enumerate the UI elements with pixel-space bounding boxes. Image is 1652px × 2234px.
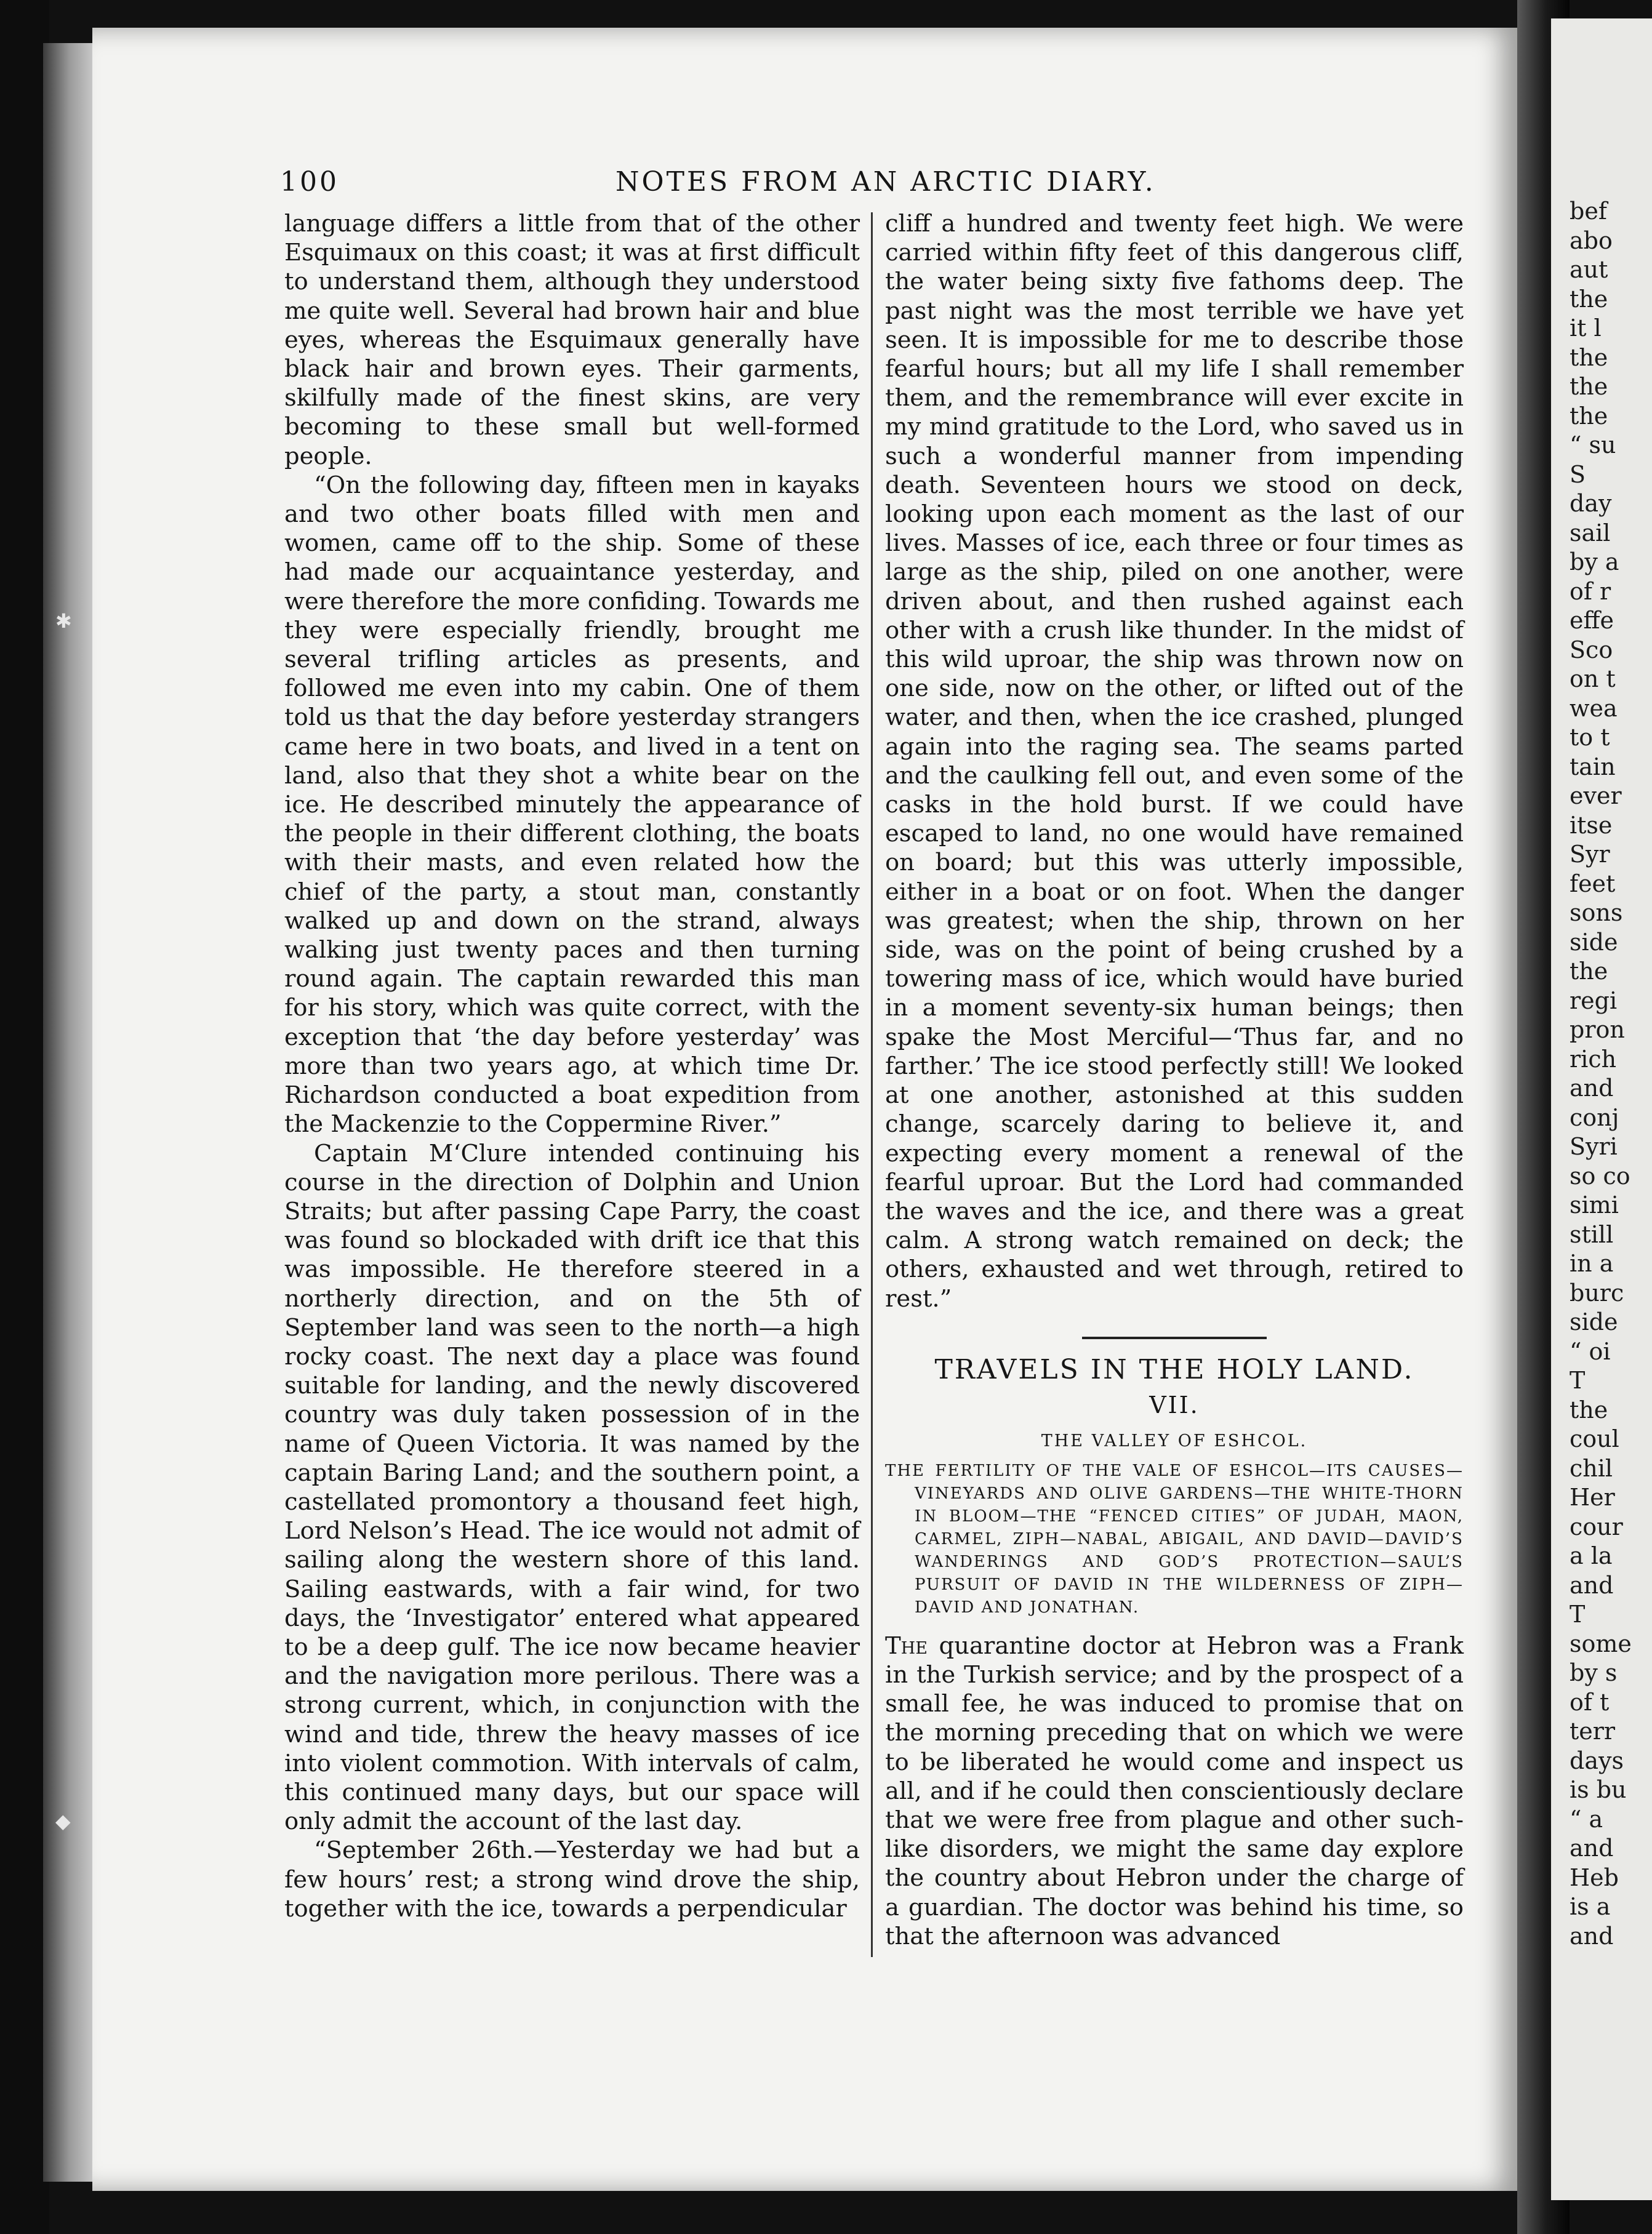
adjacent-text-fragment: “ oi: [1570, 1337, 1611, 1365]
adjacent-text-fragment: tain: [1570, 753, 1616, 780]
scan-background: [0, 0, 49, 2234]
section-divider: [1082, 1337, 1267, 1339]
adjacent-text-fragment: “ su: [1570, 431, 1616, 458]
adjacent-text-fragment: Her: [1570, 1484, 1615, 1511]
section-number: VII.: [1149, 1391, 1200, 1419]
adjacent-text-fragment: bef: [1570, 198, 1607, 225]
adjacent-text-fragment: wea: [1570, 694, 1618, 722]
adjacent-text-fragment: itse: [1570, 811, 1613, 839]
adjacent-text-fragment: terr: [1570, 1718, 1616, 1745]
adjacent-text-fragment: is bu: [1570, 1776, 1627, 1803]
adjacent-text-fragment: cour: [1570, 1513, 1623, 1540]
adjacent-text-fragment: effe: [1570, 607, 1614, 634]
adjacent-page-fragment: [1551, 18, 1652, 2200]
adjacent-text-fragment: the: [1570, 958, 1608, 985]
adjacent-text-fragment: coul: [1570, 1425, 1619, 1452]
adjacent-text-fragment: it l: [1570, 314, 1602, 342]
paragraph: “September 26th.—Yesterday we had but a few hours’ rest; a strong wind drove the ship, together with the ice, towards a perpendicular: [284, 1836, 860, 1923]
adjacent-text-fragment: to t: [1570, 724, 1610, 751]
paragraph: language differs a little from that of the other Esquimaux on this coast; it was at first difficult to understand them, although they understood me quite well. Several had brown hair and blue eyes, whereas the Esquimaux generally have black hair and brown eyes. Their garments, skilfully made of the finest skins, are very becoming to these small but well-formed people.: [284, 210, 860, 470]
adjacent-text-fragment: conj: [1570, 1103, 1619, 1131]
adjacent-text-fragment: Heb: [1570, 1864, 1619, 1891]
adjacent-text-fragment: Syri: [1570, 1133, 1618, 1160]
adjacent-text-fragment: T: [1570, 1601, 1586, 1628]
adjacent-text-fragment: still: [1570, 1220, 1614, 1248]
adjacent-text-fragment: and: [1570, 1075, 1614, 1102]
adjacent-text-fragment: chil: [1570, 1454, 1613, 1482]
adjacent-text-fragment: in a: [1570, 1250, 1614, 1277]
chapter-summary: THE FERTILITY OF THE VALE OF ESHCOL—ITS CAUSES—VINEYARDS AND OLIVE GARDENS—THE WHITE-THORN IN BLOOM—THE “FENCED CITIES” OF JUDAH, MAON, CARMEL, ZIPH—NABAL, ABIGAIL, AND DAVID—DAVID’S WANDERINGS AND GOD’S PROTECTION—SAUL’S PURSUIT OF DAVID IN THE WILDERNESS OF ZIPH—DAVID AND JONATHAN.: [885, 1461, 1464, 1617]
paragraph: cliff a hundred and twenty feet high. We were carried within fifty feet of this dangerous cliff, the water being sixty five fathoms deep. The past night was the most terrible we have yet seen. It is impossible for me to describe those fearful hours; but all my life I shall remember them, and the remembrance will ever excite in my mind gratitude to the Lord, who saved us in such a wonderful manner from impending death. Seventeen hours we stood on deck, looking upon each moment as the last of our lives. Masses of ice, each three or four times as large as the ship, piled on one another, were driven about, and then rushed against each other with a crush like thunder. In the midst of this wild uproar, the ship was thrown now on one side, now on the other, or lifted out of the water, and then, when the ice crashed, plunged again into the raging sea. The seams parted and the caulking fell out, and even some of the casks in the hold burst. If we could have escaped to land, no one would have remained on board; but this was utterly impossible, either in a boat or on foot. When the danger was greatest; when the ship, thrown on her side, was on the point of being crushed by a towering mass of ice, which would have buried in a moment seventy-six human beings; then spake the Most Merciful—‘Thus far, and no farther.’ The ice stood perfectly still! We looked at one another, astonished at this sudden change, scarcely daring to believe it, and expecting every moment a renewal of the fearful uproar. But the Lord had commanded the waves and the ice, and there was a great calm. A strong watch remained on deck; the others, exhausted and wet through, retired to rest.”: [885, 210, 1464, 1313]
adjacent-text-fragment: days: [1570, 1747, 1624, 1774]
adjacent-text-fragment: a la: [1570, 1542, 1613, 1569]
opening-text: quarantine doctor at Hebron was a Frank in the Turkish service; and by the prospect of a small fee, he was induced to promise that on the morning preceding that on which we were to be liberated he would come and inspect us all, and if he could then conscientiously declare that we were free from plague and other such-like disorders, we might the same day explore the country about Hebron under the charge of a guardian. The doctor was behind his time, so that the afternoon was advanced: [885, 1631, 1464, 1950]
page-number: 100: [280, 166, 339, 198]
chapter-title: THE VALLEY OF ESHCOL.: [1041, 1431, 1308, 1451]
adjacent-text-fragment: regi: [1570, 987, 1618, 1014]
paragraph: “On the following day, fifteen men in kayaks and two other boats filled with men and women, came off to the ship. Some of these had made our acquaintance yesterday, and were therefore the more confiding. Towards me they were especially friendly, brought me several trifling articles as presents, and followed me even into my cabin. One of them told us that the day before yesterday strangers came here in two boats, and lived in a tent on land, also that they shot a white bear on the ice. He described minutely the appearance of the people in their different clothing, the boats with their masts, and even related how the chief of the party, a stout man, constantly walked up and down on the strand, always walking just twenty paces and then turning round again. The captain rewarded this man for his story, which was quite correct, with the exception that ‘the day before yesterday’ was more than two years ago, at which time Dr. Richardson conducted a boat expedition from the Mackenzie to the Coppermine River.”: [284, 471, 860, 1139]
opening-paragraph: [885, 1631, 1464, 1951]
adjacent-text-fragment: aut: [1570, 256, 1608, 283]
adjacent-text-fragment: the: [1570, 373, 1608, 400]
adjacent-text-fragment: S: [1570, 460, 1586, 488]
adjacent-text-fragment: is a: [1570, 1893, 1611, 1920]
adjacent-text-fragment: pron: [1570, 1016, 1625, 1043]
adjacent-text-fragment: sail: [1570, 519, 1611, 546]
adjacent-text-fragment: of r: [1570, 577, 1611, 605]
adjacent-text-fragment: simi: [1570, 1191, 1619, 1219]
spine-mark-bottom: ◆: [55, 1809, 71, 1833]
adjacent-text-fragment: the: [1570, 402, 1608, 430]
left-column: [284, 209, 860, 1923]
paragraph: Captain M‘Clure intended continuing his course in the direction of Dolphin and Union Straits; but after passing Cape Parry, the coast was found so blockaded with drift ice that this was impossible. He therefore steered in a northerly direction, and on the 5th of September land was seen to the north—a high rocky coast. The next day a place was found suitable for landing, and the newly discovered country was duly taken possession of in the name of Queen Victoria. It was named by the captain Baring Land; and the southern point, a castellated promontory a thousand feet high, Lord Nelson’s Head. The ice would not admit of sailing along the western shore of this land. Sailing eastwards, with a fair wind, for two days, the ‘Investigator’ entered what appeared to be a deep gulf. The ice now became heavier and the navigation more perilous. There was a strong current, which, in conjunction with the wind and tide, threw the heavy masses of ice into violent commotion. With intervals of calm, this continued many days, but our space will only admit the account of the last day.: [284, 1139, 860, 1836]
column-divider: [871, 212, 873, 1957]
adjacent-text-fragment: some: [1570, 1630, 1632, 1657]
adjacent-text-fragment: on t: [1570, 665, 1616, 692]
adjacent-text-fragment: burc: [1570, 1279, 1624, 1307]
opening-word: The: [885, 1631, 928, 1660]
adjacent-text-fragment: side: [1570, 1308, 1618, 1335]
adjacent-text-fragment: so co: [1570, 1162, 1630, 1190]
adjacent-text-fragment: by s: [1570, 1659, 1618, 1686]
adjacent-text-fragment: feet: [1570, 870, 1616, 897]
adjacent-text-fragment: sons: [1570, 899, 1623, 926]
adjacent-text-fragment: Syr: [1570, 841, 1610, 868]
running-title: NOTES FROM AN ARCTIC DIARY.: [615, 166, 1156, 198]
adjacent-text-fragment: the: [1570, 1396, 1608, 1423]
adjacent-text-fragment: day: [1570, 490, 1612, 517]
adjacent-text-fragment: Sco: [1570, 636, 1613, 663]
adjacent-text-fragment: the: [1570, 343, 1608, 371]
adjacent-text-fragment: of t: [1570, 1688, 1610, 1716]
adjacent-text-fragment: “ a: [1570, 1805, 1603, 1833]
adjacent-text-fragment: the: [1570, 285, 1608, 313]
adjacent-text-fragment: and: [1570, 1571, 1614, 1599]
adjacent-text-fragment: and: [1570, 1835, 1614, 1862]
adjacent-text-fragment: rich: [1570, 1045, 1617, 1073]
adjacent-text-fragment: and: [1570, 1922, 1614, 1950]
adjacent-text-fragment: T: [1570, 1367, 1586, 1394]
section-title: TRAVELS IN THE HOLY LAND.: [934, 1353, 1414, 1385]
adjacent-text-fragment: by a: [1570, 548, 1619, 575]
adjacent-text-fragment: abo: [1570, 226, 1613, 254]
adjacent-text-fragment: ever: [1570, 782, 1622, 809]
adjacent-text-fragment: side: [1570, 928, 1618, 956]
spine-mark-top: ✱: [55, 609, 72, 633]
right-column: [885, 209, 1464, 1951]
